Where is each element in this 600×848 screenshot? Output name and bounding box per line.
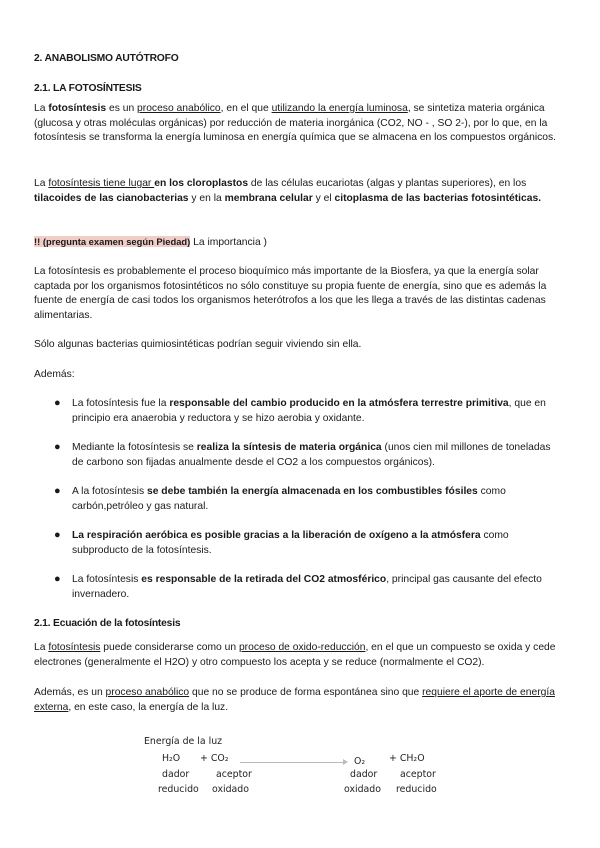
label-oxidado-2: oxidado — [344, 784, 381, 795]
equation-h2o: H₂O — [162, 753, 181, 764]
label-dador-2: dador — [350, 769, 378, 780]
equation-ch2o: + CH₂O — [389, 753, 425, 764]
paragraph-importance: La fotosíntesis es probablemente el proceso bioquímico más importante de la Biosfera, ya que la energía solar captada por los organismos fotosintéticos no sólo constituye su propia fuente de energía, sino que es además la fuente de energía de casi todos los organismos heterótrofos a los que les llega a través de las distintas cadenas alimentarias. — [34, 266, 547, 321]
label-aceptor-2: aceptor — [400, 769, 436, 780]
bullet-icon: ● — [54, 485, 61, 497]
paragraph-location: La fotosíntesis tiene lugar en los cloroplastos de las células eucariotas (algas y plantas superiores), en los tilacoides de las cianobacterias y en la membrana celular y el citoplasma de las bacterias fotosintéticas. — [34, 178, 542, 204]
photosynthesis-equation — [144, 736, 464, 796]
section-title: 2. ANABOLISMO AUTÓTROFO — [34, 53, 179, 64]
reaction-arrow-icon — [240, 762, 346, 763]
paragraph-redox: La fotosíntesis puede considerarse como un proceso de oxido-reducción, en el que un compuesto se oxida y cede electrones (generalmente el H2O) y otro compuesto los acepta y se reduce (normalmente el CO2). — [34, 642, 556, 668]
paragraph-definition: La fotosíntesis es un proceso anabólico, en el que utilizando la energía luminosa, se sintetiza materia orgánica (glucosa y otras moléculas orgánicas) por reducción de materia inorgánica (CO2, NO - , SO 2-), por lo que, en la fotosíntesis se transforma la energía luminosa en energía química que se almacena en los compuestos orgánicos. — [34, 103, 556, 144]
label-dador-1: dador — [162, 769, 190, 780]
term-fotosintesis: fotosíntesis — [48, 103, 107, 114]
paragraph-energy: Además, es un proceso anabólico que no se produce de forma espontánea sino que requiere el aporte de energía externa, en este caso, la energía de la luz. — [34, 687, 555, 713]
subsection2-title: 2.1. Ecuación de la fotosíntesis — [34, 618, 181, 629]
paragraph-ademas: Además: — [34, 369, 75, 380]
bullet-icon: ● — [54, 573, 61, 585]
equation-label: Energía de la luz — [144, 736, 223, 747]
subsection-title: 2.1. LA FOTOSÍNTESIS — [34, 83, 142, 94]
bullet-icon: ● — [54, 397, 61, 409]
equation-o2: O₂ — [354, 756, 366, 767]
bullet-icon: ● — [54, 529, 61, 541]
exam-note: !! (pregunta examen según Piedad) La importancia ) — [34, 236, 267, 248]
label-reducido-2: reducido — [396, 784, 437, 795]
bullet-icon: ● — [54, 441, 61, 453]
equation-co2: + CO₂ — [200, 753, 229, 764]
label-reducido-1: reducido — [158, 784, 199, 795]
label-oxidado-1: oxidado — [212, 784, 249, 795]
paragraph-chemosynthetic: Sólo algunas bacterias quimiosintéticas podrían seguir viviendo sin ella. — [34, 339, 362, 350]
label-aceptor-1: aceptor — [216, 769, 252, 780]
exam-note-highlight: !! (pregunta examen según Piedad) — [34, 236, 191, 247]
